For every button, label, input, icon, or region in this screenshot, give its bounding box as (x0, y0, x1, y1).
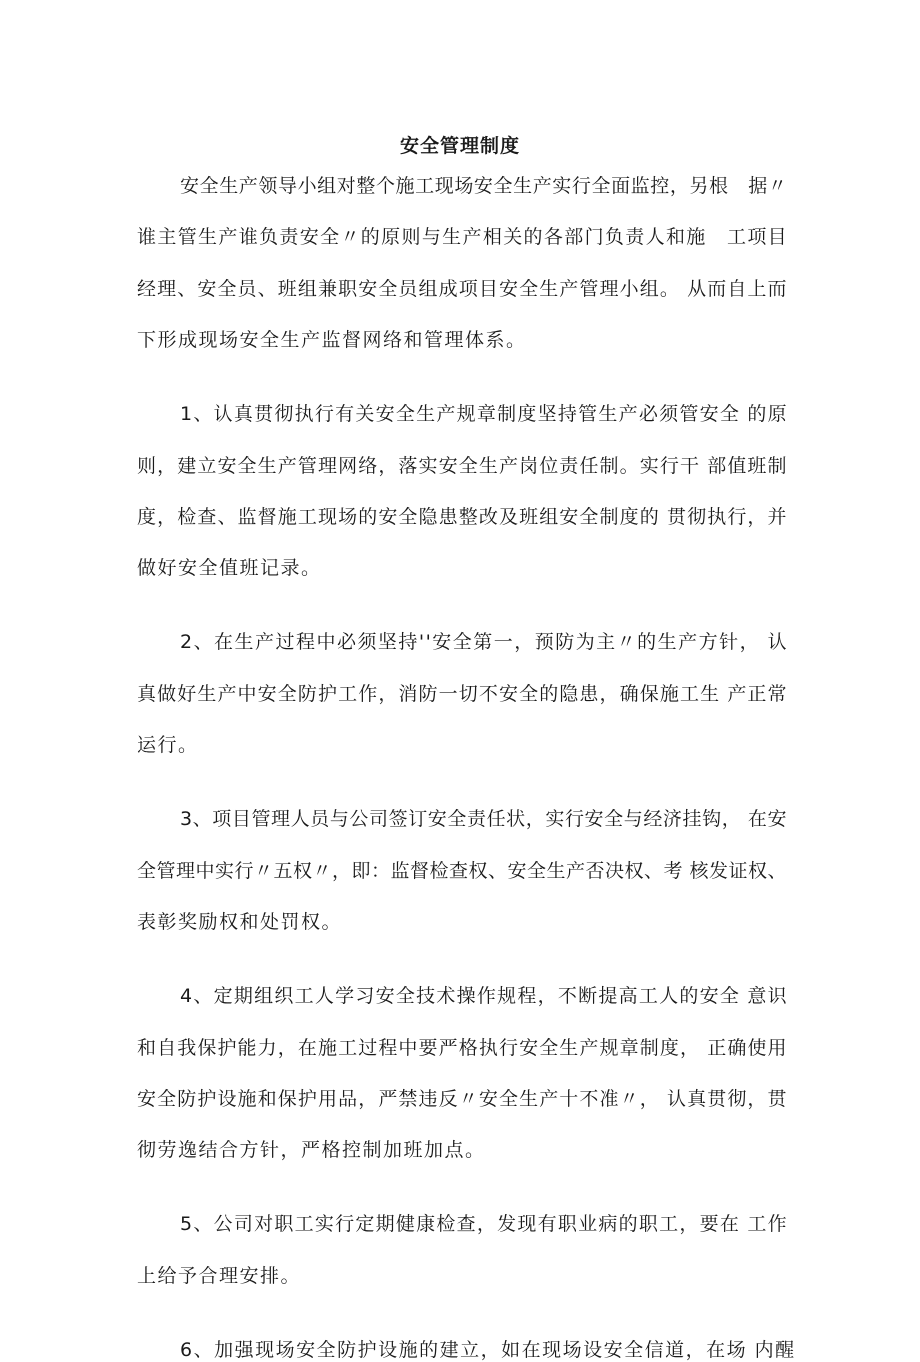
paragraph-line: 真 做 好 生 产 中 安 全 防 护 工 作 ， 消 防 一 切 不 安 全 的 隐 患 ， 确 保 施 工 生 产 正 常 (137, 682, 787, 705)
document-title: 安全管理制度 (399, 135, 520, 157)
paragraph-line: 度 ， 检 查 、 监 督 施 工 现 场 的 安 全 隐 患 整 改 及 班 组 安 全 制 度 的 贯 彻 执 行 ， 并 (137, 505, 787, 528)
paragraph-line: 安 全 防 护 设 施 和 保 护 用 品 ， 严 禁 违 反 〃 安 全 生 产 十 不 准 〃 ， 认 真 贯 彻 ， 贯 (137, 1087, 787, 1110)
paragraph-line: 和 自 我 保 护 能 力 ， 在 施 工 过 程 中 要 严 格 执 行 安 全 生 产 规 章 制 度 ， 正 确 使 用 (137, 1036, 787, 1059)
paragraph-line: 谁 主 管 生 产 谁 负 责 安 全 〃 的 原 则 与 生 产 相 关 的 各 部 门 负 责 人 和 施 工 项 目 (137, 226, 787, 249)
paragraph-line: 彻劳逸结合方针，严格控制加班加点。 (137, 1139, 486, 1162)
paragraph-line: 2 、 在 生 产 过 程 中 必 须 坚 持 ' ' 安 全 第 一 ， 预 防 为 主 〃 的 生 产 方 针 ， 认 (180, 631, 787, 654)
paragraph-line: 4 、 定 期 组 织 工 人 学 习 安 全 技 术 操 作 规 程 ， 不 断 提 高 工 人 的 安 全 意 识 (180, 985, 787, 1008)
paragraph-line: 5 、 公 司 对 职 工 实 行 定 期 健 康 检 查 ， 发 现 有 职 业 病 的 职 工 ， 要 在 工 作 (180, 1213, 787, 1236)
paragraph-line: 表彰奖励权和处罚权。 (137, 910, 343, 933)
paragraph-line: 1 、 认 真 贯 彻 执 行 有 关 安 全 生 产 规 章 制 度 坚 持 管 生 产 必 须 管 安 全 的 原 (180, 403, 787, 426)
paragraph-line: 下形成现场安全生产监督网络和管理体系。 (137, 328, 527, 351)
paragraph-line: 6、加强现场安全防护设施的建立，如在现场设安全信道，在场 内醒 (180, 1339, 796, 1361)
paragraph-line: 运行。 (137, 734, 199, 756)
paragraph-line: 安 全 生 产 领 导 小 组 对 整 个 施 工 现 场 安 全 生 产 实 行 全 面 监 控 ， 另 根 据 〃 (180, 175, 787, 197)
paragraph-line: 做好安全值班记录。 (137, 557, 322, 580)
paragraph-line: 则 ， 建 立 安 全 生 产 管 理 网 络 ， 落 实 安 全 生 产 岗 位 责 任 制 。 实 行 干 部 值 班 制 (137, 454, 787, 477)
paragraph-line: 3 、 项 目 管 理 人 员 与 公 司 签 订 安 全 责 任 状 ， 实 行 安 全 与 经 济 挂 钩 ， 在 安 (180, 808, 787, 831)
paragraph-line: 全 管 理 中 实 行 〃 五 权 〃 ， 即 ： 监 督 检 查 权 、 安 全 生 产 否 决 权 、 考 核 发 证 权 、 (137, 859, 787, 882)
paragraph-line: 经 理 、 安 全 员 、 班 组 兼 职 安 全 员 组 成 项 目 安 全 生 产 管 理 小 组 。 从 而 自 上 而 (137, 277, 787, 300)
paragraph-line: 上给予合理安排。 (137, 1264, 302, 1287)
